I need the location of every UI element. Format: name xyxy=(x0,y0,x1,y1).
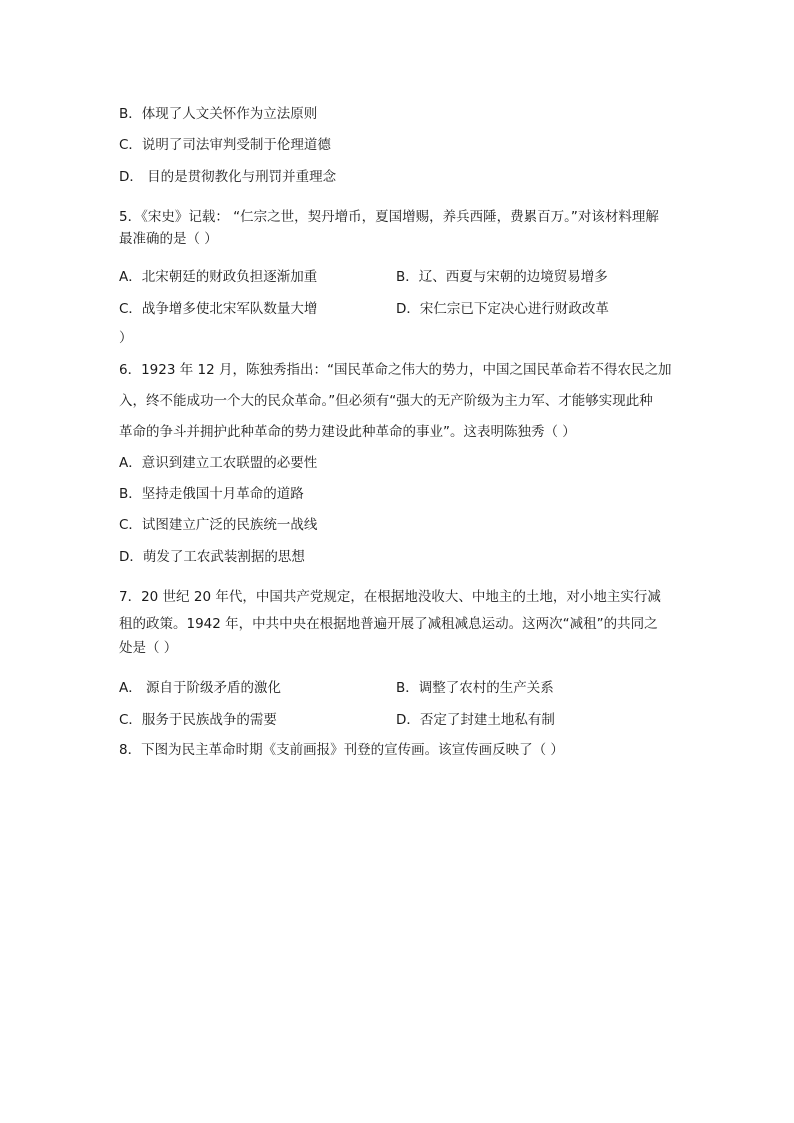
q6-stem-line-3: 革命的争斗并拥护此种革命的势力建设此种革命的事业”。这表明陈独秀（ ） xyxy=(119,424,576,440)
q4-option-d: D． 目的是贯彻教化与刑罚并重理念 xyxy=(119,169,337,185)
q7-stem-line-2: 租的政策。1942 年，中共中央在根据地普遍开展了减租减息运动。这两次“减租”的共同之 xyxy=(119,616,658,632)
q6-option-b: B．坚持走俄国十月革命的道路 xyxy=(119,486,304,502)
q5-option-c: C．战争增多使北宋军队数量大增 xyxy=(119,301,318,317)
q6-option-c: C．试图建立广泛的民族统一战线 xyxy=(119,517,318,533)
q7-stem-line-3: 处是（ ） xyxy=(119,640,178,656)
q5-option-b: B．辽、西夏与宋朝的边境贸易增多 xyxy=(396,269,608,285)
q4-option-c: C．说明了司法审判受制于伦理道德 xyxy=(119,137,331,153)
q7-stem-line-1: 7．20 世纪 20 年代，中国共产党规定，在根据地没收大、中地主的土地，对小地主实行减 xyxy=(119,589,661,605)
q8-stem: 8．下图为民主革命时期《支前画报》刊登的宣传画。该宣传画反映了（ ） xyxy=(119,742,564,758)
q5-stem-line-2: 最准确的是（ ） xyxy=(119,231,218,247)
q6-stem-line-2: 入，终不能成功一个大的民众革命。”但必须有“强大的无产阶级为主力军、才能够实现此种 xyxy=(119,393,653,409)
q7-option-d: D．否定了封建土地私有制 xyxy=(396,712,555,728)
q7-option-c: C．服务于民族战争的需要 xyxy=(119,712,277,728)
q6-option-d: D．萌发了工农武装割据的思想 xyxy=(119,549,305,565)
q4-option-b: B．体现了人文关怀作为立法原则 xyxy=(119,106,318,122)
q7-option-b: B．调整了农村的生产关系 xyxy=(396,680,554,696)
q7-option-a: A． 源自于阶级矛盾的激化 xyxy=(119,680,282,696)
q5-stem-line-1: 5．《宋史》记载： “仁宗之世，契丹增币，夏国增赐，养兵西陲，费累百万。”对该材料理解 xyxy=(119,209,659,225)
q5-option-d: D．宋仁宗已下定决心进行财政改革 xyxy=(396,301,609,317)
q6-stem-line-1: 6．1923 年 12 月，陈独秀指出：“国民革命之伟大的势力，中国之国民革命若不得农民之加 xyxy=(119,362,672,378)
q5-stray-paren: ） xyxy=(119,330,133,346)
q5-option-a: A．北宋朝廷的财政负担逐渐加重 xyxy=(119,269,318,285)
q6-option-a: A．意识到建立工农联盟的必要性 xyxy=(119,455,318,471)
